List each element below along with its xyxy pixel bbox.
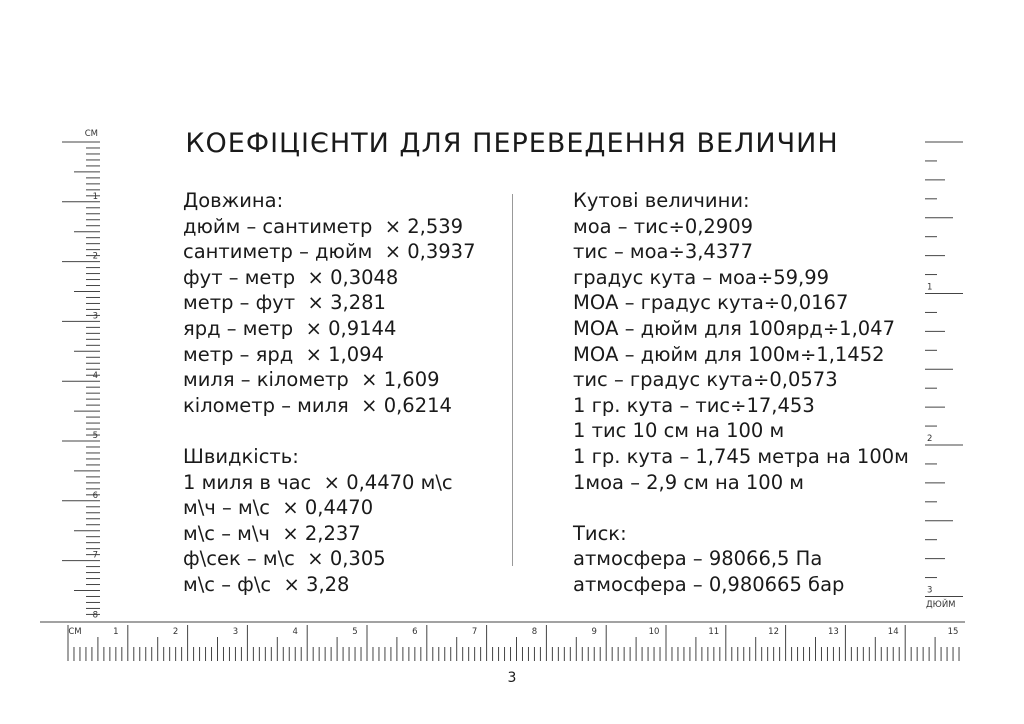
angular-item: моа – тис÷0,2909: [573, 214, 754, 238]
angular-item: 1моа – 2,9 см на 100 м: [573, 470, 805, 494]
left-column: [183, 188, 476, 598]
page-number: 3: [507, 670, 517, 686]
ruler-label: 4: [292, 627, 298, 637]
speed-item: ф\сек – м\с × 0,305: [183, 547, 386, 571]
column-divider: [512, 194, 513, 566]
ruler-label: 7: [471, 627, 478, 637]
angular-item: тис – градус кута÷0,0573: [573, 368, 838, 392]
speed-item: м\с – ф\с × 3,28: [183, 572, 350, 596]
ruler-label: 13: [827, 627, 839, 637]
ruler-unit-label: СМ: [84, 129, 98, 139]
ruler-label: 11: [708, 627, 720, 637]
ruler-label: 14: [887, 627, 899, 637]
ruler-label: 10: [648, 627, 660, 637]
speed-heading: Швидкість:: [183, 444, 299, 468]
length-item: миля – кілометр × 1,609: [183, 368, 440, 392]
ruler-label: 1: [927, 282, 933, 293]
pressure-item: атмосфера – 0,980665 бар: [573, 572, 845, 596]
angular-item: тис – моа÷3,4377: [573, 240, 754, 264]
length-item: метр – ярд × 1,094: [183, 342, 384, 366]
length-item: дюйм – сантиметр × 2,539: [183, 214, 464, 238]
length-heading: Довжина:: [183, 189, 284, 212]
ruler-label: 2: [927, 434, 933, 444]
speed-item: м\с – м\ч × 2,237: [183, 521, 361, 545]
angular-item: градус кута – моа÷59,99: [573, 265, 830, 289]
ruler-label: 9: [591, 627, 597, 637]
ruler-label: 6: [92, 490, 98, 501]
ruler-unit-label: СМ: [68, 627, 82, 637]
speed-item: 1 миля в час × 0,4470 м\с: [183, 470, 453, 494]
page-title: КОЕФІЦІЄНТИ ДЛЯ ПЕРЕВЕДЕННЯ ВЕЛИЧИН: [185, 128, 839, 159]
ruler-label: 8: [531, 627, 538, 637]
ruler-label: 2: [172, 627, 179, 637]
length-item: кілометр – миля × 0,6214: [183, 393, 452, 417]
ruler-label: 7: [92, 550, 98, 561]
right-column: [573, 188, 909, 598]
ruler-label: 12: [768, 627, 780, 637]
length-item: сантиметр – дюйм × 0,3937: [183, 240, 476, 264]
ruler-label: 15: [947, 627, 959, 637]
ruler-label: 4: [92, 371, 98, 382]
ruler-label: 8: [92, 610, 98, 621]
ruler-label: 3: [927, 585, 933, 596]
angular-item: МОА – градус кута÷0,0167: [573, 291, 849, 315]
ruler-label: 5: [92, 431, 98, 441]
right-inch-ruler: [925, 142, 963, 610]
ruler-label: 1: [92, 191, 98, 202]
length-item: ярд – метр × 0,9144: [183, 316, 397, 340]
ruler-unit-label: ДЮЙМ: [926, 600, 956, 610]
angular-item: МОА – дюйм для 100м÷1,1452: [573, 342, 885, 366]
ruler-label: 1: [113, 627, 119, 637]
pressure-item: атмосфера – 98066,5 Па: [573, 547, 823, 571]
ruler-label: 3: [232, 627, 239, 637]
angular-item: 1 тис 10 см на 100 м: [573, 419, 785, 443]
angular-heading: Кутові величини:: [573, 189, 750, 212]
pressure-heading: Тиск:: [573, 521, 627, 545]
angular-item: 1 гр. кута – тис÷17,453: [573, 393, 815, 417]
ruler-label: 5: [352, 627, 358, 637]
length-item: фут – метр × 0,3048: [183, 265, 399, 289]
ruler-label: 3: [92, 311, 98, 322]
angular-item: 1 гр. кута – 1,745 метра на 100м: [573, 444, 909, 468]
ruler-label: 2: [92, 251, 98, 262]
angular-item: МОА – дюйм для 100ярд÷1,047: [573, 316, 895, 340]
left-cm-ruler: [62, 129, 100, 620]
length-item: метр – фут × 3,281: [183, 291, 386, 315]
ruler-label: 6: [412, 627, 418, 637]
bottom-cm-ruler: [40, 622, 965, 661]
speed-item: м\ч – м\с × 0,4470: [183, 496, 374, 520]
